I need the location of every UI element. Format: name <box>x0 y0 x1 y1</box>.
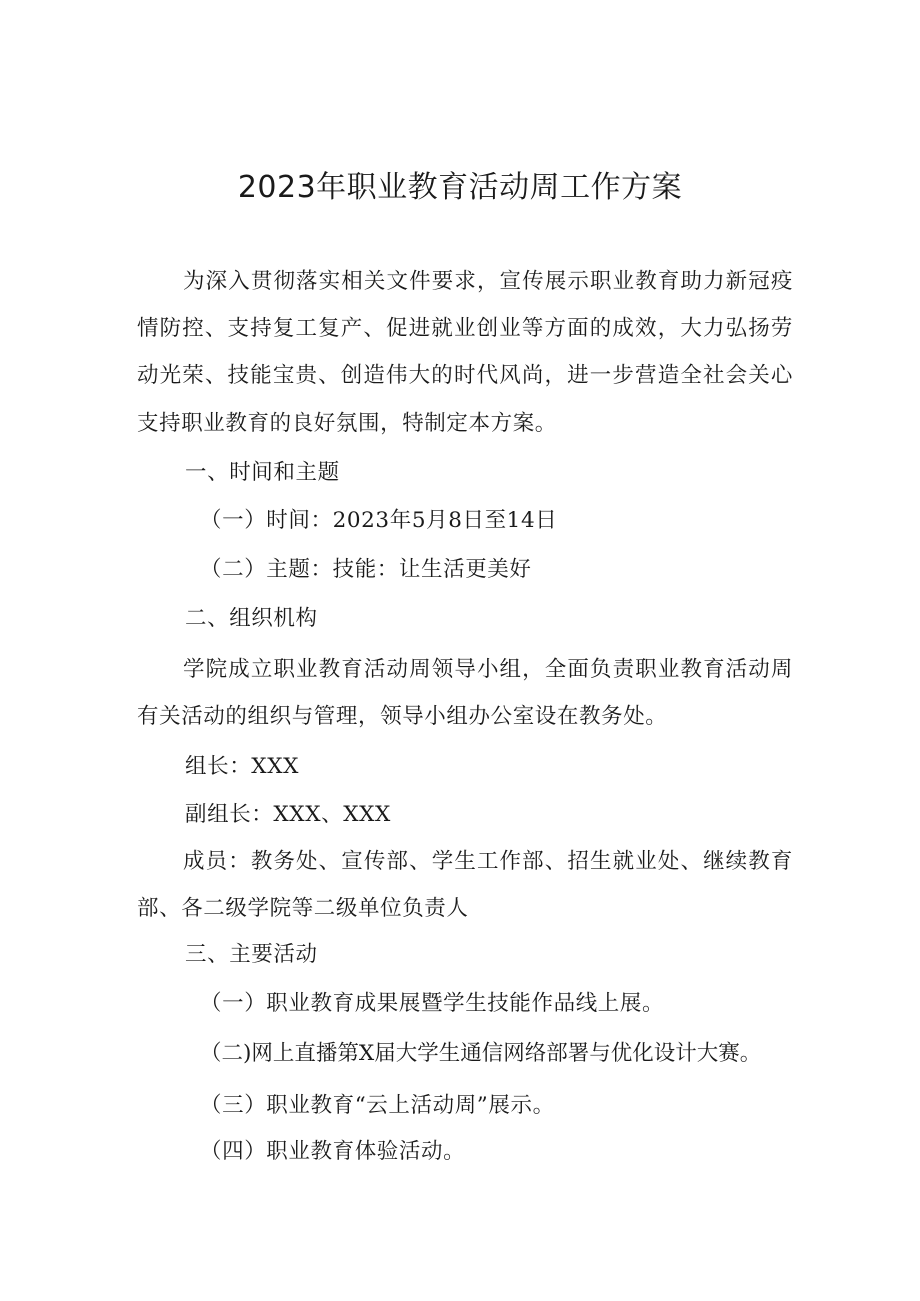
theme-line: （二）主题：技能：让生活更美好 <box>200 557 532 582</box>
section-heading-activities: 三、主要活动 <box>185 942 318 967</box>
document-title: 2023年职业教育活动周工作方案 <box>237 170 683 205</box>
time-line: （一）时间：2023年5月8日至14日 <box>200 508 558 533</box>
activity-item: （三）职业教育“云上活动周”展示。 <box>200 1093 555 1118</box>
section-heading-organization: 二、组织机构 <box>185 606 318 631</box>
activity-item: （二)网上直播第X届大学生通信网络部署与优化设计大赛。 <box>200 1041 762 1066</box>
section-heading-time-theme: 一、时间和主题 <box>185 460 340 485</box>
deputy-leader-line: 副组长：XXX、XXX <box>185 802 391 827</box>
members-paragraph: 成员：教务处、宣传部、学生工作部、招生就业处、继续教育部、各二级学院等二级单位负责人 <box>137 849 793 922</box>
leader-line: 组长：XXX <box>185 754 300 779</box>
intro-paragraph: 为深入贯彻落实相关文件要求，宣传展示职业教育助力新冠疫情防控、支持复工复产、促进就业创业等方面的成效，大力弘扬劳动光荣、技能宝贵、创造伟大的时代风尚，进一步营造全社会关心支持职业教育的良好氛围，特制定本方案。 <box>137 269 793 436</box>
activity-item: （一）职业教育成果展暨学生技能作品线上展。 <box>200 991 665 1016</box>
organization-paragraph: 学院成立职业教育活动周领导小组，全面负责职业教育活动周有关活动的组织与管理，领导小组办公室设在教务处。 <box>137 657 793 730</box>
activity-item: （四）职业教育体验活动。 <box>200 1139 466 1164</box>
